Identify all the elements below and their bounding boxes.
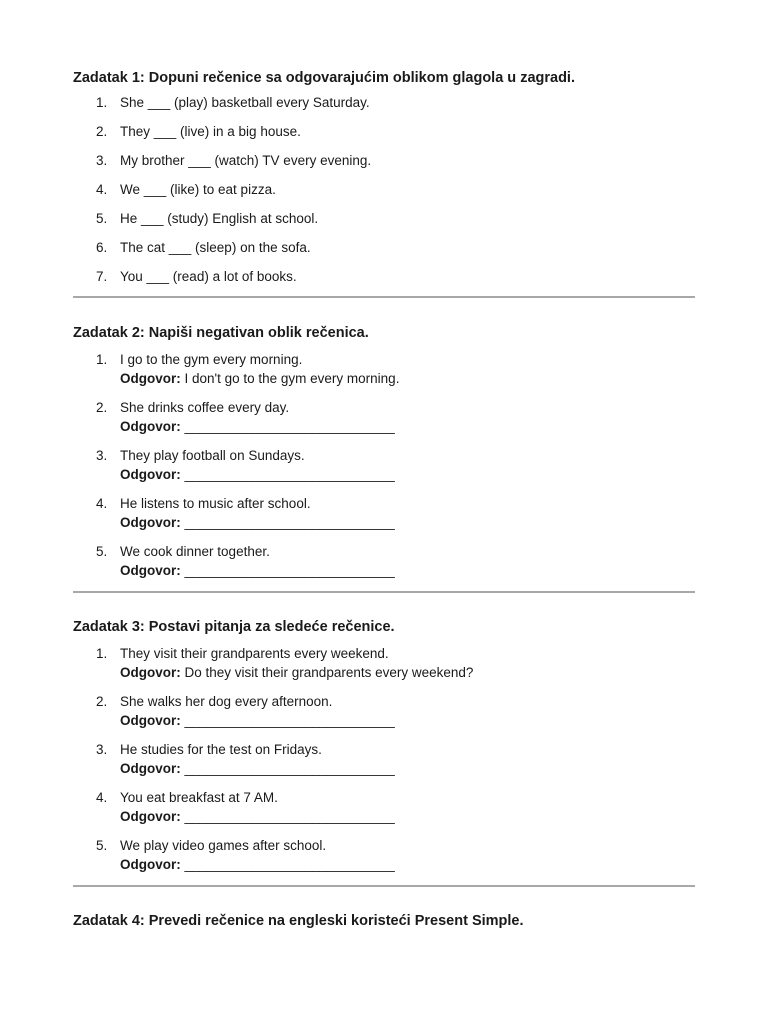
item-text: She drinks coffee every day.	[120, 399, 290, 415]
task-2-list	[73, 350, 695, 581]
item-number: 6.	[96, 240, 108, 255]
task-2-heading: Zadatak 2: Napiši negativan oblik rečenica.	[73, 324, 369, 341]
item-text: He studies for the test on Fridays.	[120, 741, 322, 757]
answer-line	[120, 759, 695, 779]
item-text: She walks her dog every afternoon.	[120, 693, 333, 709]
list-item	[73, 446, 695, 485]
item-text: We ___ (like) to eat pizza.	[120, 182, 276, 197]
item-number: 1.	[96, 351, 108, 367]
answer-text: Do they visit their grandparents every weekend?	[180, 665, 474, 680]
answer-line	[120, 561, 695, 581]
item-text: We play video games after school.	[120, 837, 327, 853]
answer-label: Odgovor:	[120, 761, 181, 776]
list-item	[73, 542, 695, 581]
item-number: 3.	[96, 153, 108, 168]
task-1-list	[73, 93, 695, 287]
list-item	[73, 836, 695, 875]
list-item	[73, 740, 695, 779]
list-item	[73, 151, 695, 171]
task-3-heading: Zadatak 3: Postavi pitanja za sledeće rečenice.	[73, 618, 395, 635]
answer-label: Odgovor:	[120, 713, 181, 728]
section-divider	[73, 296, 695, 298]
answer-label: Odgovor:	[120, 809, 181, 824]
item-text: The cat ___ (sleep) on the sofa.	[120, 240, 311, 255]
list-item	[73, 350, 695, 389]
item-number: 4.	[96, 495, 108, 511]
answer-line	[120, 465, 695, 485]
task-3	[73, 615, 695, 875]
answer-label: Odgovor:	[120, 419, 181, 434]
answer-label: Odgovor:	[120, 515, 181, 530]
answer-label: Odgovor:	[120, 563, 181, 578]
item-text: You ___ (read) a lot of books.	[120, 269, 297, 284]
item-number: 7.	[96, 269, 108, 284]
task-1-heading: Zadatak 1: Dopuni rečenice sa odgovarajućim oblikom glagola u zagradi.	[73, 70, 575, 86]
answer-line	[120, 417, 695, 437]
item-number: 3.	[96, 447, 108, 463]
section-divider	[73, 885, 695, 887]
task-1	[73, 66, 695, 287]
item-text: They play football on Sundays.	[120, 447, 305, 463]
task-3-list	[73, 644, 695, 875]
item-text: My brother ___ (watch) TV every evening.	[120, 153, 372, 168]
answer-blank: ____________________________	[180, 713, 395, 728]
answer-label: Odgovor:	[120, 665, 181, 680]
answer-blank: ____________________________	[180, 761, 395, 776]
item-text: He ___ (study) English at school.	[120, 211, 319, 226]
item-number: 2.	[96, 399, 108, 415]
answer-blank: ____________________________	[180, 809, 395, 824]
list-item	[73, 494, 695, 533]
item-number: 5.	[96, 543, 108, 559]
answer-line	[120, 513, 695, 533]
answer-blank: ____________________________	[180, 857, 395, 872]
item-text: They ___ (live) in a big house.	[120, 124, 301, 139]
list-item	[73, 93, 695, 113]
list-item	[73, 209, 695, 229]
answer-line	[120, 711, 695, 731]
answer-line	[120, 855, 695, 875]
list-item	[73, 238, 695, 258]
task-4	[73, 909, 695, 933]
answer-blank: ____________________________	[180, 563, 395, 578]
list-item	[73, 122, 695, 142]
answer-blank: ____________________________	[180, 467, 395, 482]
list-item	[73, 692, 695, 731]
item-number: 5.	[96, 211, 108, 226]
answer-line	[120, 369, 695, 389]
answer-label: Odgovor:	[120, 467, 181, 482]
item-text: They visit their grandparents every weekend.	[120, 645, 389, 661]
item-number: 5.	[96, 837, 108, 853]
list-item	[73, 267, 695, 287]
task-4-heading: Zadatak 4: Prevedi rečenice na engleski koristeći Present Simple.	[73, 912, 524, 929]
item-number: 2.	[96, 693, 108, 709]
item-number: 3.	[96, 741, 108, 757]
item-number: 1.	[96, 95, 108, 110]
list-item	[73, 644, 695, 683]
item-number: 1.	[96, 645, 108, 661]
section-divider	[73, 591, 695, 593]
answer-text: I don't go to the gym every morning.	[180, 371, 400, 386]
item-number: 4.	[96, 789, 108, 805]
item-text: We cook dinner together.	[120, 543, 270, 559]
item-number: 4.	[96, 182, 108, 197]
item-number: 2.	[96, 124, 108, 139]
item-text: I go to the gym every morning.	[120, 351, 303, 367]
task-2	[73, 321, 695, 581]
answer-blank: ____________________________	[180, 419, 395, 434]
item-text: You eat breakfast at 7 AM.	[120, 789, 278, 805]
item-text: She ___ (play) basketball every Saturday.	[120, 95, 370, 110]
list-item	[73, 398, 695, 437]
list-item	[73, 180, 695, 200]
answer-label: Odgovor:	[120, 857, 181, 872]
answer-blank: ____________________________	[180, 515, 395, 530]
worksheet	[73, 66, 695, 933]
list-item	[73, 788, 695, 827]
answer-line	[120, 663, 695, 683]
item-text: He listens to music after school.	[120, 495, 311, 511]
answer-label: Odgovor:	[120, 371, 181, 386]
answer-line	[120, 807, 695, 827]
